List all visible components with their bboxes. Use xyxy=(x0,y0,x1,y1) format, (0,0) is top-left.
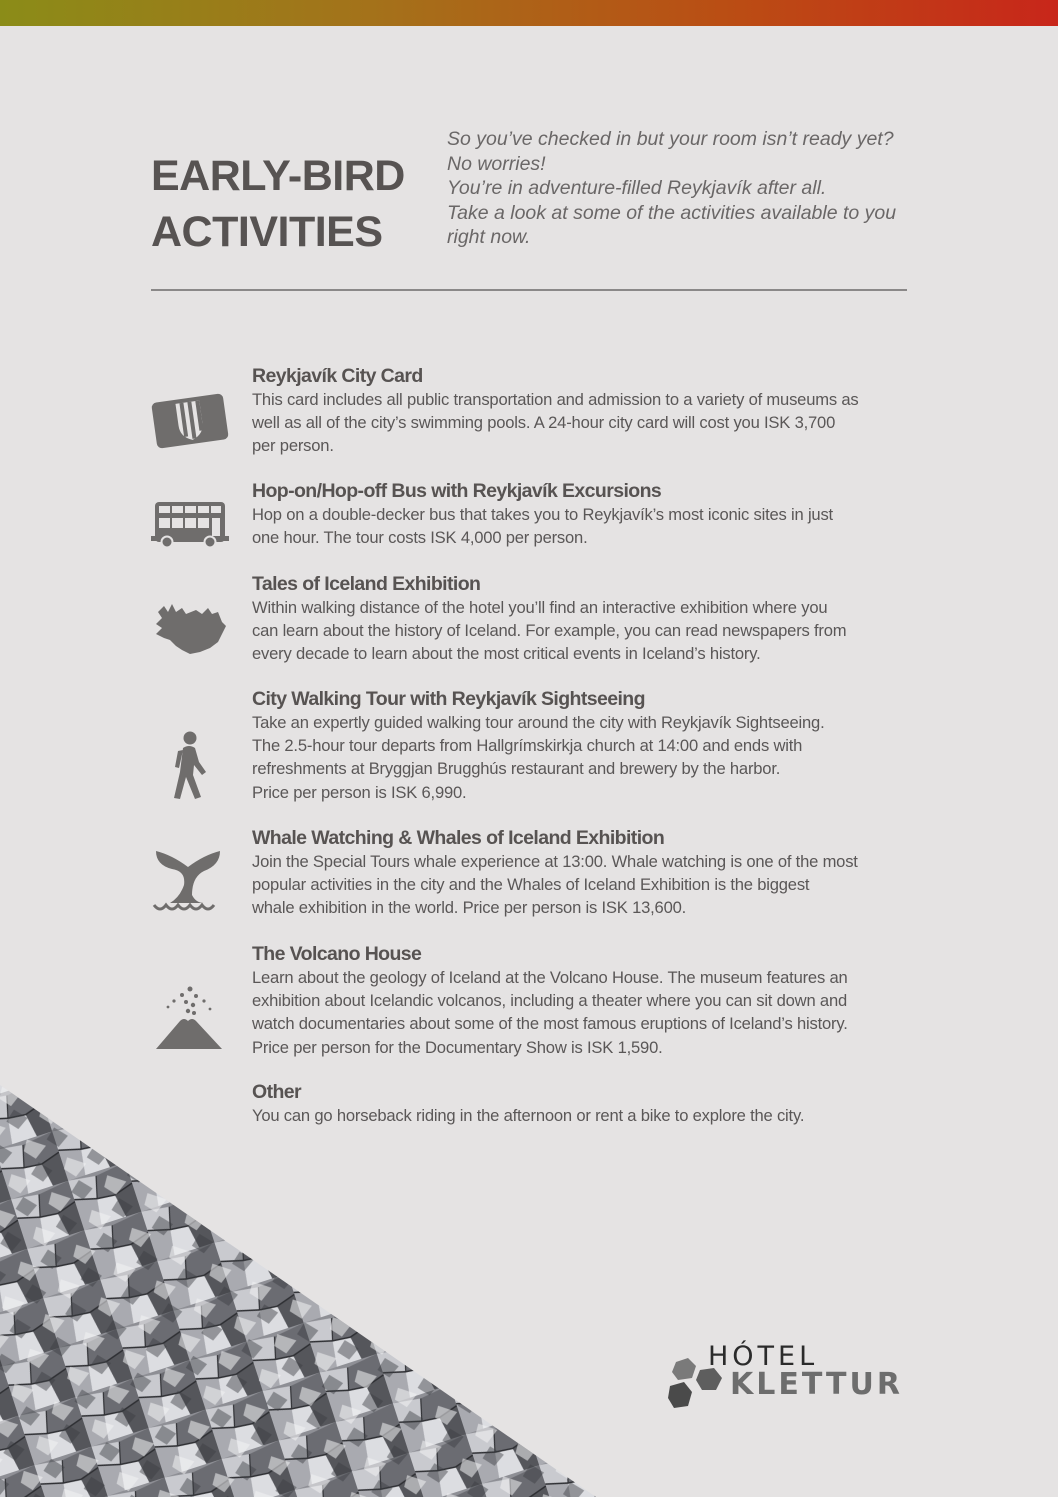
activity-line: one hour. The tour costs ISK 4,000 per person. xyxy=(252,528,588,548)
activity-line: popular activities in the city and the Whales of Iceland Exhibition is the biggest xyxy=(252,875,810,895)
logo-klettur-text: KLETTUR xyxy=(730,1367,903,1402)
activity-line: refreshments at Bryggjan Brugghús restaurant and brewery by the harbor. xyxy=(252,759,781,779)
activity-tales-of-iceland xyxy=(252,572,922,666)
activity-line: Take an expertly guided walking tour around the city with Reykjavík Sightseeing. xyxy=(252,713,825,732)
activity-line: You can go horseback riding in the afternoon or rent a bike to explore the city. xyxy=(252,1106,805,1125)
intro-line: So you’ve checked in but your room isn’t ready yet? xyxy=(447,128,894,150)
title-line-2: ACTIVITIES xyxy=(151,208,383,256)
activity-title: Reykjavík City Card xyxy=(252,365,423,387)
activity-title: Tales of Iceland Exhibition xyxy=(252,573,481,595)
hotel-klettur-logo xyxy=(666,1342,916,1414)
whale-tail-icon xyxy=(152,843,226,915)
activity-title: Whale Watching & Whales of Iceland Exhibition xyxy=(252,827,665,849)
activity-line: every decade to learn about the most critical events in Iceland’s history. xyxy=(252,644,761,664)
activity-city-card xyxy=(252,364,922,458)
activity-other xyxy=(252,1080,922,1127)
activity-line: Price per person for the Documentary Show is ISK 1,590. xyxy=(252,1037,663,1057)
intro-line: right now. xyxy=(447,226,531,249)
activity-line: Within walking distance of the hotel you’ll find an interactive exhibition where you xyxy=(252,598,828,617)
activity-line: watch documentaries about some of the most famous eruptions of Iceland’s history. xyxy=(252,1014,848,1034)
iceland-map-icon xyxy=(152,600,228,656)
activity-volcano-house xyxy=(252,942,922,1059)
activity-line: Price per person is ISK 6,990. xyxy=(252,782,467,802)
walking-person-icon xyxy=(166,730,212,800)
activity-line: Join the Special Tours whale experience at 13:00. Whale watching is one of the most xyxy=(252,852,858,871)
activity-walking-tour xyxy=(252,687,922,804)
activity-title: The Volcano House xyxy=(252,943,422,965)
activity-hop-on-bus xyxy=(252,479,922,549)
activity-title: City Walking Tour with Reykjavík Sightseeing xyxy=(252,688,645,710)
volcano-icon xyxy=(152,985,228,1053)
activity-line: This card includes all public transportation and admission to a variety of museums as xyxy=(252,390,859,409)
intro-line: You’re in adventure-filled Reykjavík after all. xyxy=(447,177,827,200)
activity-whale-watching xyxy=(252,826,922,920)
intro-line: No worries! xyxy=(447,152,546,175)
activity-line: Hop on a double-decker bus that takes you to Reykjavík’s most iconic sites in just xyxy=(252,505,833,524)
activity-line: per person. xyxy=(252,436,334,456)
city-card-icon xyxy=(150,392,230,450)
activity-line: Learn about the geology of Iceland at the Volcano House. The museum features an xyxy=(252,968,848,987)
activity-line: can learn about the history of Iceland. For example, you can read newspapers from xyxy=(252,621,847,641)
activity-title: Hop-on/Hop-off Bus with Reykjavík Excursions xyxy=(252,480,662,502)
logo-hotel-text: HÓTEL xyxy=(708,1341,819,1372)
activity-title: Other xyxy=(252,1081,302,1103)
activity-line: exhibition about Icelandic volcanos, including a theater where you can sit down and xyxy=(252,991,847,1011)
activity-line: The 2.5-hour tour departs from Hallgrímskirkja church at 14:00 and ends with xyxy=(252,736,803,756)
title-line-1: EARLY-BIRD xyxy=(151,152,405,200)
bus-icon xyxy=(151,500,229,548)
activity-line: whale exhibition in the world. Price per person is ISK 13,600. xyxy=(252,898,687,918)
activity-line: well as all of the city’s swimming pools. A 24-hour city card will cost you ISK 3,700 xyxy=(252,413,836,433)
intro-line: Take a look at some of the activities available to you xyxy=(447,201,897,224)
